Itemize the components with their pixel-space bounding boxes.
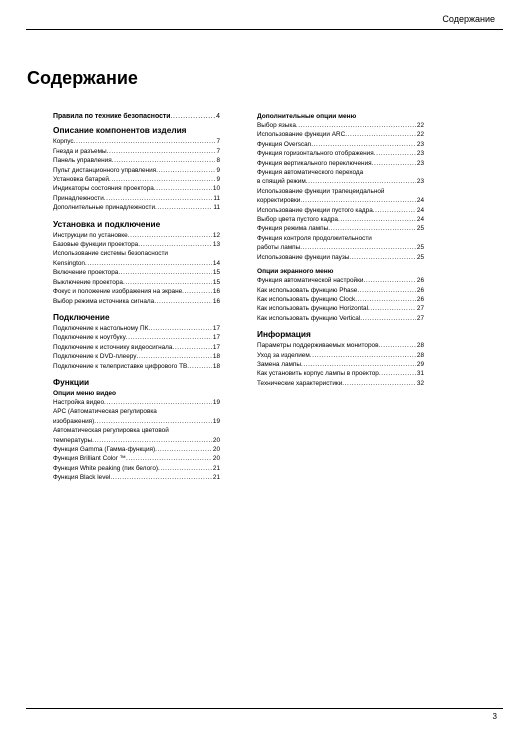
toc-entry-label: Использование функции паузы [257,253,350,261]
dot-leader [136,352,211,361]
dot-leader [378,341,415,350]
dot-leader [172,343,211,352]
toc-entry-label: работы лампы [257,244,301,252]
toc-entry-page-number: 7 [216,138,220,146]
toc-entry-label: Функция Black level [53,474,111,482]
toc-entry[interactable] [257,121,424,130]
toc-entry-label: Инструкции по установке [53,231,128,239]
toc-section [257,112,424,262]
toc-entry-page-number: 24 [416,197,424,205]
footer-rule [26,708,503,709]
toc-section-heading: Информация [257,329,311,340]
toc-entry-label: Использование функции ARC [257,131,346,139]
dot-leader [154,297,212,306]
toc-entry-label: изображения) [53,417,95,425]
dot-leader [296,121,416,130]
toc-entry[interactable] [53,343,220,352]
running-header-title: Содержание [442,14,495,24]
toc-entry-page-number: 17 [212,343,220,351]
dot-leader [94,417,212,426]
toc-entry-label: Настройка видео [53,398,105,406]
toc-entry-label: Технические характеристики [257,379,343,387]
dot-leader [158,464,212,473]
page-number: 3 [492,712,497,721]
toc-entry-page-number: 23 [416,178,424,186]
toc-entry-label-line: Функция контроля продолжительности [257,234,372,242]
toc-entry-page-number: 20 [212,455,220,463]
toc-left-column [53,112,220,483]
toc-entry-label-line: Использование системы безопасности [53,250,168,258]
toc-section [53,112,220,121]
toc-entry-page-number: 23 [416,140,424,148]
toc-entry[interactable] [53,156,220,165]
toc-section [257,267,424,323]
toc-entry-label: Использование функции пустого кадра [257,206,373,214]
toc-entry[interactable] [257,206,424,215]
toc-entry-page-number: 25 [416,253,424,261]
toc-entry[interactable] [53,333,220,342]
dot-leader [107,147,216,156]
toc-entry-label: Подключение к телеприставке цифрового ТВ [53,362,188,370]
toc-entry-page-number: 21 [212,464,220,472]
dot-leader [345,130,416,139]
toc-entry-page-number: 17 [212,334,220,342]
toc-entry[interactable] [53,147,220,156]
toc-entry-page-number: 27 [416,314,424,322]
toc-entry-page-number: 25 [416,244,424,252]
toc-subsection-heading: Опции меню видео [53,389,117,397]
toc-entry[interactable] [53,249,220,268]
toc-entry[interactable] [257,168,424,187]
toc-entry[interactable] [53,445,220,454]
toc-entry-label: в спящий режим [257,178,306,186]
toc-entry-label-line: APC (Автоматическая регулировка [53,408,157,416]
toc-entry[interactable] [53,324,220,333]
toc-entry[interactable] [53,231,220,240]
toc-entry-page-number: 20 [212,436,220,444]
toc-entry-page-number: 8 [216,157,220,165]
toc-entry-page-number: 28 [416,342,424,350]
toc-entry-label: Как установить корпус лампы в проектор [257,370,379,378]
dot-leader [368,304,416,313]
dot-leader [104,194,213,203]
toc-entry-label: Принадлежности [53,194,104,202]
toc-entry[interactable] [257,314,424,323]
dot-leader [155,203,212,212]
toc-entry-label: Функция режима лампы [257,225,329,233]
toc-entry-label: Панель управления [53,157,112,165]
toc-section-heading: Описание компонентов изделия [53,125,187,136]
dot-leader [110,473,211,482]
toc-entry-page-number: 18 [212,353,220,361]
toc-entry[interactable] [257,149,424,158]
toc-entry-page-number: 25 [416,225,424,233]
toc-entry[interactable] [257,351,424,360]
toc-entry[interactable] [53,137,220,146]
toc-entry-label: Установка батарей [53,176,109,184]
toc-entry-label: Уход за изделием [257,351,310,359]
toc-entry-label: Kensington [53,259,85,267]
toc-entry-label: Включение проектора [53,269,119,277]
toc-entry[interactable] [53,362,220,371]
toc-entry-page-number: 26 [416,295,424,303]
toc-entry-label: Подключение к ноутбуку [53,334,126,342]
toc-entry-label: Выбор языка [257,122,296,129]
dot-leader [338,215,416,224]
dot-leader [148,324,212,333]
toc-entry-page-number: 19 [212,398,220,406]
toc-entry[interactable] [53,194,220,203]
toc-entry[interactable] [257,140,424,149]
toc-entry-page-number: 15 [212,278,220,286]
toc-entry-page-number: 16 [212,288,220,296]
toc-entry-page-number: 4 [216,113,220,120]
toc-entry-page-number: 10 [212,185,220,193]
toc-entry-label: Функция Overscan [257,140,312,148]
toc-section [53,219,220,306]
toc-entry-page-number: 11 [213,194,220,202]
toc-section-heading: Установка и подключение [53,218,161,229]
dot-leader [374,149,416,158]
dot-leader [342,379,416,388]
toc-entry[interactable] [257,286,424,295]
dot-leader [360,314,416,323]
toc-entry-page-number: 9 [216,166,220,174]
toc-section-heading: Функции [53,376,90,387]
toc-entry-page-number: 24 [416,216,424,224]
dot-leader [300,196,416,205]
toc-entry-page-number: 26 [416,286,424,294]
toc-entry-label: Гнезда и разъемы [53,147,107,155]
dot-leader [85,259,212,268]
dot-leader [126,333,212,342]
toc-entry-page-number: 32 [416,379,424,387]
toc-entry[interactable] [257,130,424,139]
toc-entry-label: Корпус [53,138,74,146]
toc-entry[interactable] [53,426,220,445]
toc-entry[interactable] [257,276,424,285]
toc-entry[interactable] [257,369,424,378]
toc-entry[interactable] [53,278,220,287]
toc-entry-page-number: 23 [416,150,424,158]
toc-entry[interactable] [257,187,424,206]
toc-entry[interactable] [53,240,220,249]
toc-entry-page-number: 28 [416,351,424,359]
toc-entry-label: Выбор режима источника сигнала [53,297,155,305]
toc-entry-label: Выключение проектора [53,278,123,286]
toc-entry[interactable] [53,352,220,361]
toc-entry-label: Функция Gamma (Гамма-функция) [53,445,156,453]
toc-entry[interactable] [53,203,220,212]
toc-entry-label: температуры [53,436,93,444]
toc-entry-label-line: Автоматическая регулировка цветовой [53,427,169,435]
toc-entry-label: Как использовать функцию Horizontal [257,305,369,313]
toc-entry[interactable] [53,407,220,426]
dot-leader [363,276,415,285]
dot-leader [349,253,416,262]
dot-leader [126,454,212,463]
dot-leader [379,369,416,378]
toc-entry-label: Замена лампы [257,360,301,368]
toc-entry-page-number: 29 [416,360,424,368]
toc-entry-page-number: 12 [212,231,220,239]
toc-entry-page-number: 9 [216,176,220,184]
toc-entry-label: Параметры поддерживаемых мониторов [257,342,379,350]
toc-entry-label: Дополнительные принадлежности [53,204,156,212]
toc-entry-page-number: 18 [212,362,220,370]
dot-leader [187,362,212,371]
dot-leader [355,295,416,304]
toc-entry[interactable] [257,253,424,262]
toc-entry-label: Как использовать функцию Vertical [257,314,361,322]
dot-leader [92,436,212,445]
toc-entry-page-number: 13 [212,241,220,249]
toc-subsection-heading: Дополнительные опции меню [257,113,357,120]
dot-leader [74,137,216,146]
toc-entry-page-number: 23 [416,159,424,167]
toc-entry[interactable] [53,454,220,463]
toc-entry-page-number: 15 [212,269,220,277]
dot-leader [118,268,212,277]
toc-section [53,377,220,483]
toc-entry-label: Выбор цвета пустого кадра [257,216,338,224]
toc-entry-label: Функция Brilliant Color ™ [53,455,127,463]
toc-entry[interactable] [257,304,424,313]
dot-leader [182,287,212,296]
toc-entry-page-number: 22 [416,122,424,129]
toc-entry-page-number: 31 [416,370,424,378]
header-rule [26,29,503,30]
toc-entry-page-number: 21 [212,474,220,482]
toc-entry[interactable] [257,360,424,369]
dot-leader [104,398,212,407]
toc-entry-label-line: Использование функции трапецеидальной [257,187,385,195]
dot-leader [373,206,416,215]
page-title: Содержание [27,68,138,88]
toc-entry-page-number: 19 [212,417,220,425]
toc-entry[interactable] [53,398,220,407]
toc-subsection-heading: Опции экранного меню [257,268,334,276]
toc-section-heading: Подключение [53,311,110,322]
toc-entry-label: Функция горизонтального отображения [257,150,374,158]
toc-entry-label: Функция автоматической настройки [257,277,364,285]
dot-leader [112,156,216,165]
toc-entry[interactable] [53,268,220,277]
toc-entry[interactable] [257,295,424,304]
dot-leader [357,286,416,295]
toc-entry-label: Базовые функции проектора [53,241,139,249]
toc-entry[interactable] [257,341,424,350]
dot-leader [301,360,416,369]
toc-entry[interactable] [53,175,220,184]
dot-leader [156,166,215,175]
toc-entry[interactable] [257,215,424,224]
dot-leader [328,224,416,233]
toc-entry[interactable] [53,112,220,121]
toc-entry[interactable] [53,184,220,193]
toc-entry-page-number: 24 [416,206,424,214]
toc-section [53,125,220,212]
toc-entry[interactable] [257,234,424,253]
toc-entry-page-number: 16 [212,297,220,305]
dot-leader [300,243,416,252]
toc-entry-page-number: 11 [213,204,220,212]
toc-entry-label: Как использовать функцию Clock [257,295,356,303]
dot-leader [155,445,212,454]
toc-entry-page-number: 22 [416,131,424,139]
toc-entry-page-number: 7 [216,147,220,155]
toc-entry-label: Индикаторы состояния проектора [53,185,154,193]
dot-leader [310,351,416,360]
toc-entry-label: Подключение к DVD-плееру [53,353,137,361]
toc-entry-label: Функция вертикального переключения [257,159,372,167]
toc-right-column [257,112,424,388]
dot-leader [372,159,416,168]
toc-entry-label-line: Функция автоматического перехода [257,169,364,177]
toc-entry-label: Как использовать функцию Phase [257,286,358,294]
toc-entry-label: Правила по технике безопасности [53,113,171,120]
toc-entry[interactable] [53,473,220,482]
dot-leader [138,240,212,249]
dot-leader [171,112,216,121]
toc-entry[interactable] [53,166,220,175]
toc-entry[interactable] [53,287,220,296]
toc-entry-label: Подключение к настольному ПК [53,324,149,332]
dot-leader [123,278,212,287]
dot-leader [154,184,212,193]
toc-entry[interactable] [257,159,424,168]
toc-entry-page-number: 17 [212,324,220,332]
toc-entry-label: Пульт дистанционного управления [53,166,157,174]
toc-entry-page-number: 26 [416,277,424,285]
toc-entry-page-number: 14 [212,259,220,267]
toc-entry[interactable] [257,224,424,233]
dot-leader [306,177,416,186]
toc-entry-label: Подключение к источнику видеосигнала [53,343,173,351]
toc-entry[interactable] [53,297,220,306]
dot-leader [311,140,416,149]
toc-entry-page-number: 27 [416,305,424,313]
toc-entry-label: корректировки [257,197,301,205]
toc-entry[interactable] [257,379,424,388]
dot-leader [128,231,212,240]
dot-leader [109,175,215,184]
toc-entry-label: Функция White peaking (пик белого) [53,464,159,472]
toc-section [53,312,220,371]
toc-section [257,329,424,388]
toc-entry[interactable] [53,464,220,473]
toc-entry-label: Фокус и положение изображения на экране [53,288,183,296]
toc-entry-page-number: 20 [212,445,220,453]
